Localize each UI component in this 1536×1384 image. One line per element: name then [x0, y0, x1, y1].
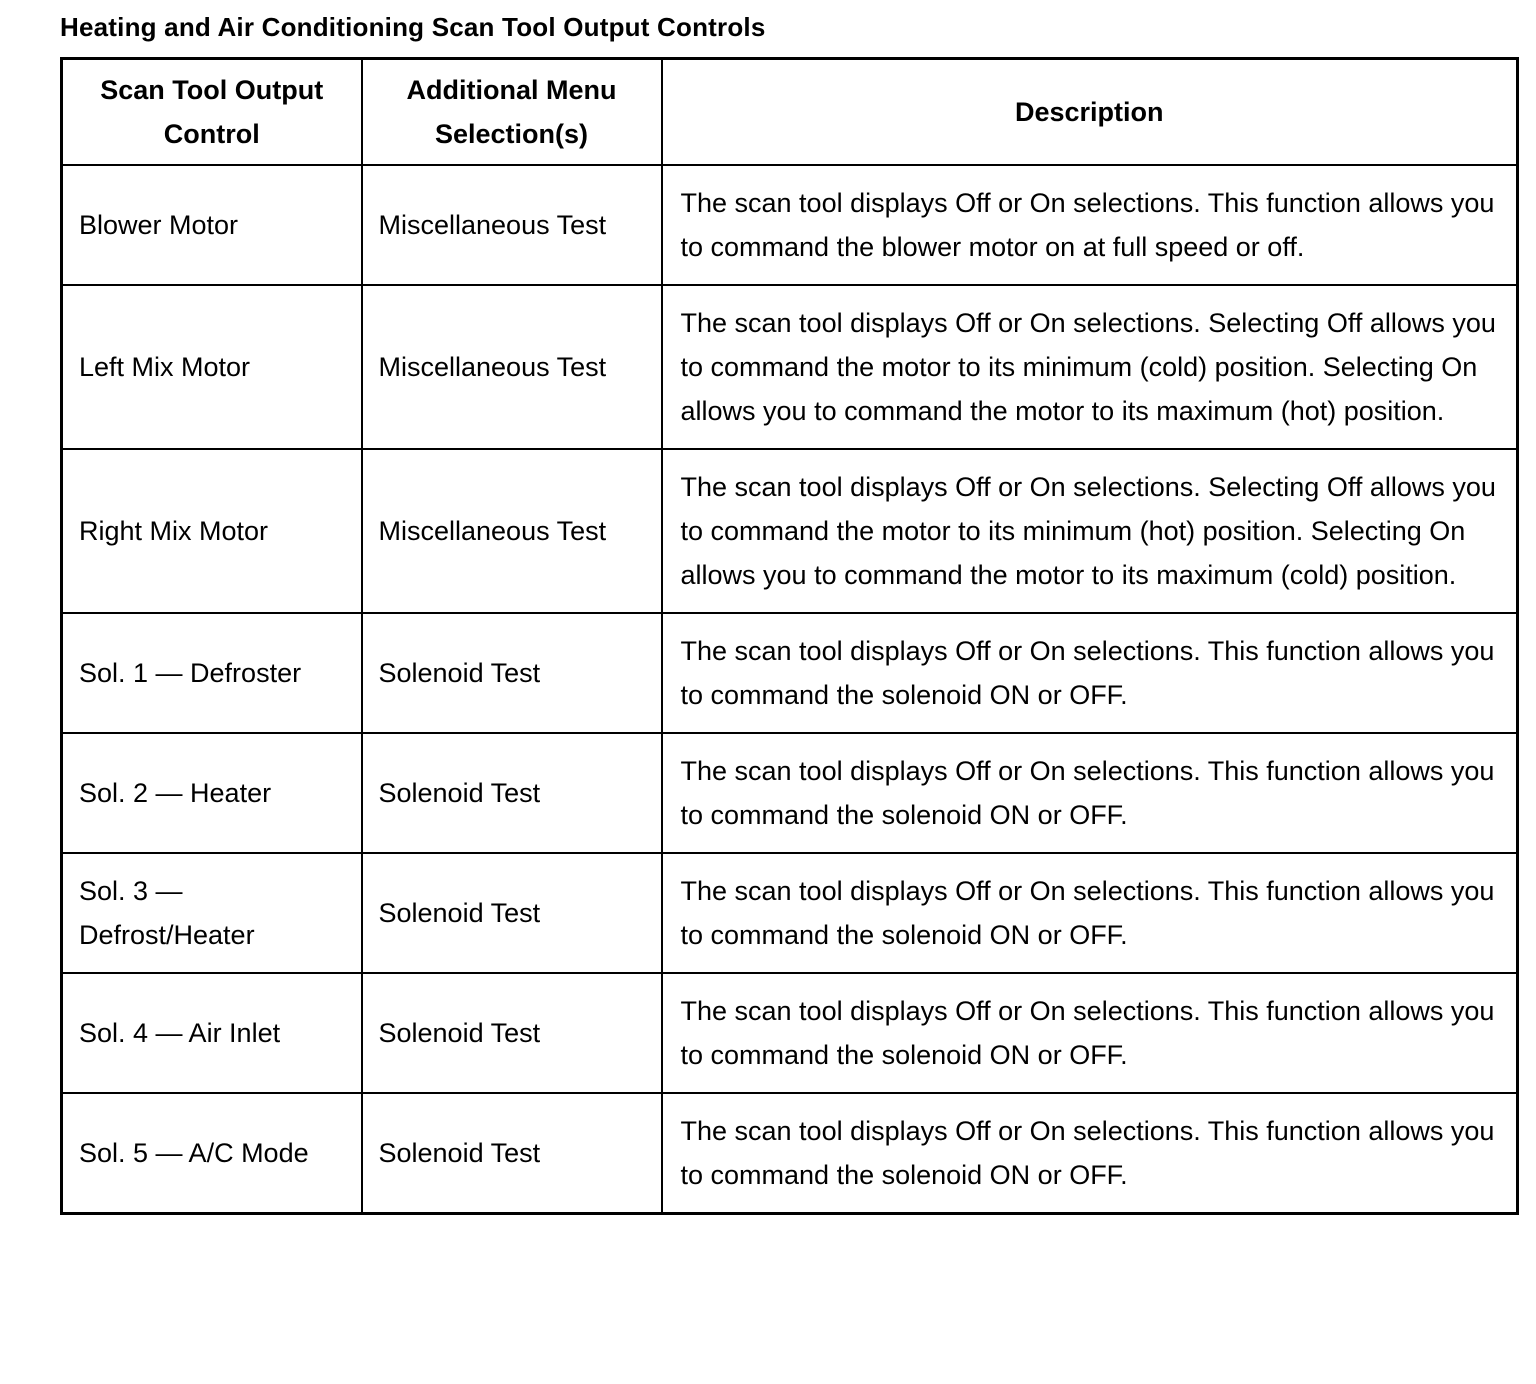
table-header-row — [62, 59, 1518, 166]
table-row — [62, 733, 1518, 853]
cell-control: Right Mix Motor — [62, 449, 362, 613]
cell-control: Sol. 2 — Heater — [62, 733, 362, 853]
cell-description: The scan tool displays Off or On selections. This function allows you to command the blower motor on at full speed or off. — [662, 165, 1518, 285]
cell-description: The scan tool displays Off or On selections. This function allows you to command the solenoid ON or OFF. — [662, 613, 1518, 733]
cell-menu: Miscellaneous Test — [362, 449, 662, 613]
cell-control: Sol. 1 — Defroster — [62, 613, 362, 733]
cell-control: Sol. 5 — A/C Mode — [62, 1093, 362, 1214]
cell-control: Left Mix Motor — [62, 285, 362, 449]
page-title: Heating and Air Conditioning Scan Tool Output Controls — [60, 12, 766, 42]
cell-description: The scan tool displays Off or On selections. This function allows you to command the solenoid ON or OFF. — [662, 853, 1518, 973]
column-header-description: Description — [662, 59, 1518, 166]
cell-menu: Miscellaneous Test — [362, 165, 662, 285]
cell-description: The scan tool displays Off or On selections. This function allows you to command the solenoid ON or OFF. — [662, 733, 1518, 853]
scan-tool-output-controls-table — [60, 57, 1519, 1215]
cell-description: The scan tool displays Off or On selections. Selecting Off allows you to command the motor to its minimum (hot) position. Selecting On allows you to command the motor to its maximum (cold) position. — [662, 449, 1518, 613]
cell-menu: Solenoid Test — [362, 613, 662, 733]
cell-menu: Solenoid Test — [362, 1093, 662, 1214]
cell-menu: Solenoid Test — [362, 733, 662, 853]
cell-description: The scan tool displays Off or On selections. This function allows you to command the solenoid ON or OFF. — [662, 1093, 1518, 1214]
table-row — [62, 165, 1518, 285]
column-header-scan-tool-output-control: Scan Tool Output Control — [62, 59, 362, 166]
table-row — [62, 853, 1518, 973]
table-row — [62, 285, 1518, 449]
cell-menu: Solenoid Test — [362, 973, 662, 1093]
table-row — [62, 613, 1518, 733]
cell-menu: Miscellaneous Test — [362, 285, 662, 449]
cell-description: The scan tool displays Off or On selections. Selecting Off allows you to command the motor to its minimum (cold) position. Selecting On allows you to command the motor to its maximum (hot) position. — [662, 285, 1518, 449]
table-row — [62, 1093, 1518, 1214]
cell-control: Blower Motor — [62, 165, 362, 285]
cell-control: Sol. 3 — Defrost/Heater — [62, 853, 362, 973]
cell-menu: Solenoid Test — [362, 853, 662, 973]
column-header-additional-menu-selections: Additional Menu Selection(s) — [362, 59, 662, 166]
cell-description: The scan tool displays Off or On selections. This function allows you to command the solenoid ON or OFF. — [662, 973, 1518, 1093]
table-row — [62, 973, 1518, 1093]
cell-control: Sol. 4 — Air Inlet — [62, 973, 362, 1093]
table-row — [62, 449, 1518, 613]
